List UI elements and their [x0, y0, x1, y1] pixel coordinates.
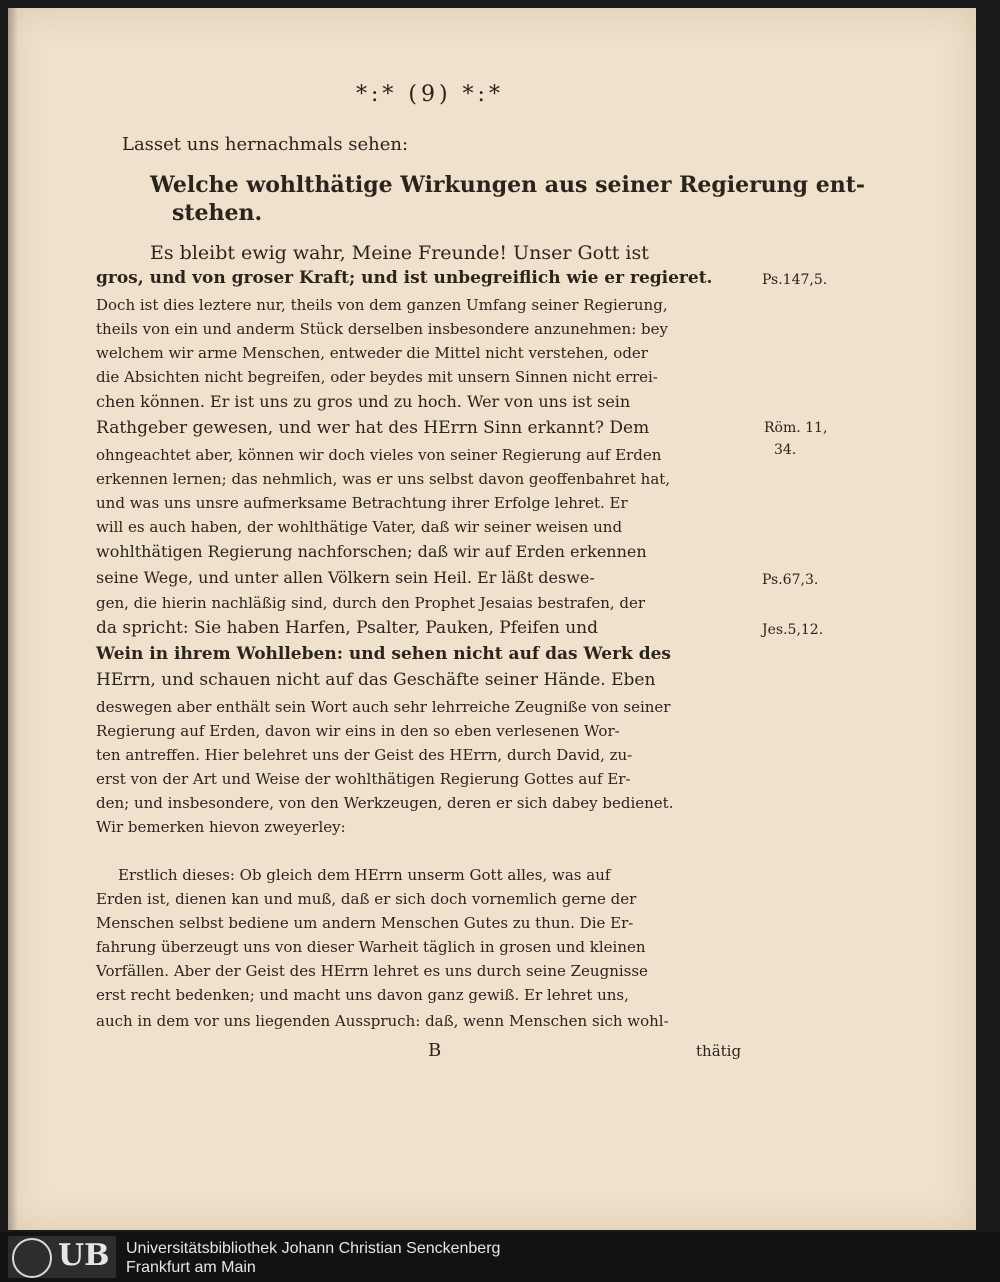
text-line: erst von der Art und Weise der wohlthätigen Regierung Gottes auf Er- — [96, 770, 631, 788]
text-line: ten antreffen. Hier belehret uns der Geist des HErrn, durch David, zu- — [96, 746, 633, 764]
text-line: und was uns unsre aufmerksame Betrachtung ihrer Erfolge lehret. Er — [96, 494, 628, 512]
margin-note: Ps.67,3. — [762, 572, 819, 588]
text-line: erst recht bedenken; und macht uns davon ganz gewiß. Er lehret uns, — [96, 986, 629, 1004]
text-line: Erden ist, dienen kan und muß, daß er sich doch vornemlich gerne der — [96, 890, 637, 908]
text-line: Menschen selbst bediene um andern Menschen Gutes zu thun. Die Er- — [96, 914, 634, 932]
text-line: Erstlich dieses: Ob gleich dem HErrn unserm Gott alles, was auf — [118, 866, 611, 884]
text-line: da spricht: Sie haben Harfen, Psalter, Pauken, Pfeifen und — [96, 618, 598, 638]
text-line: Wir bemerken hievon zweyerley: — [96, 818, 346, 836]
library-city: Frankfurt am Main — [126, 1259, 256, 1276]
text-line: theils von ein und anderm Stück derselben insbesondere anzunehmen: bey — [96, 320, 668, 338]
text-line: Vorfällen. Aber der Geist des HErrn lehret es uns durch seine Zeugnisse — [96, 962, 648, 980]
text-line: welchem wir arme Menschen, entweder die Mittel nicht verstehen, oder — [96, 344, 648, 362]
text-line: wohlthätigen Regierung nachforschen; daß wir auf Erden erkennen — [96, 542, 647, 561]
text-line: ohngeachtet aber, können wir doch vieles von seiner Regierung auf Erden — [96, 446, 662, 464]
heading-line: stehen. — [172, 200, 263, 226]
text-line: erkennen lernen; das nehmlich, was er uns selbst davon geoffenbahret hat, — [96, 470, 671, 488]
seal-icon — [12, 1238, 52, 1278]
text-line: HErrn, und schauen nicht auf das Geschäfte seiner Hände. Eben — [96, 670, 656, 690]
margin-note: 34. — [774, 442, 797, 458]
text-line: Lasset uns hernachmals sehen: — [122, 134, 409, 155]
text-line: die Absichten nicht begreifen, oder beydes mit unsern Sinnen nicht errei- — [96, 368, 658, 386]
text-line: seine Wege, und unter allen Völkern sein Heil. Er läßt deswe- — [96, 568, 595, 587]
margin-note: Röm. 11, — [764, 420, 828, 436]
library-name: Universitätsbibliothek Johann Christian Senckenberg — [126, 1240, 501, 1257]
text-line: deswegen aber enthält sein Wort auch sehr lehrreiche Zeugniße von seiner — [96, 698, 671, 716]
signature-mark: B — [428, 1040, 442, 1061]
text-line: will es auch haben, der wohlthätige Vater, daß wir seiner weisen und — [96, 518, 623, 536]
catchword: thätig — [696, 1042, 742, 1060]
margin-note: Jes.5,12. — [762, 622, 824, 638]
text-line: den; und insbesondere, von den Werkzeugen, deren er sich dabey bedienet. — [96, 794, 674, 812]
text-line: gros, und von groser Kraft; und ist unbegreiflich wie er regieret. — [96, 268, 713, 288]
text-line: Doch ist dies leztere nur, theils von dem ganzen Umfang seiner Regierung, — [96, 296, 668, 314]
text-line: auch in dem vor uns liegenden Ausspruch: daß, wenn Menschen sich wohl- — [96, 1012, 669, 1030]
text-line: Wein in ihrem Wohlleben: und sehen nicht auf das Werk des — [96, 644, 671, 664]
text-line: chen können. Er ist uns zu gros und zu hoch. Wer von uns ist sein — [96, 392, 631, 411]
margin-note: Ps.147,5. — [762, 272, 828, 288]
text-line: fahrung überzeugt uns von dieser Warheit täglich in grosen und kleinen — [96, 938, 646, 956]
page-header: *:* (9) *:* — [356, 82, 504, 107]
text-line: Regierung auf Erden, davon wir eins in den so eben verlesenen Wor- — [96, 722, 620, 740]
logo-text: UB — [58, 1238, 110, 1273]
text-line: Rathgeber gewesen, und wer hat des HErrn Sinn erkannt? Dem — [96, 418, 650, 438]
heading-line: Welche wohlthätige Wirkungen aus seiner Regierung ent- — [150, 172, 865, 198]
text-line: gen, die hierin nachläßig sind, durch den Prophet Jesaias bestrafen, der — [96, 594, 646, 612]
text-line: Es bleibt ewig wahr, Meine Freunde! Unser Gott ist — [150, 242, 649, 264]
page-binding-shadow — [8, 8, 18, 1230]
